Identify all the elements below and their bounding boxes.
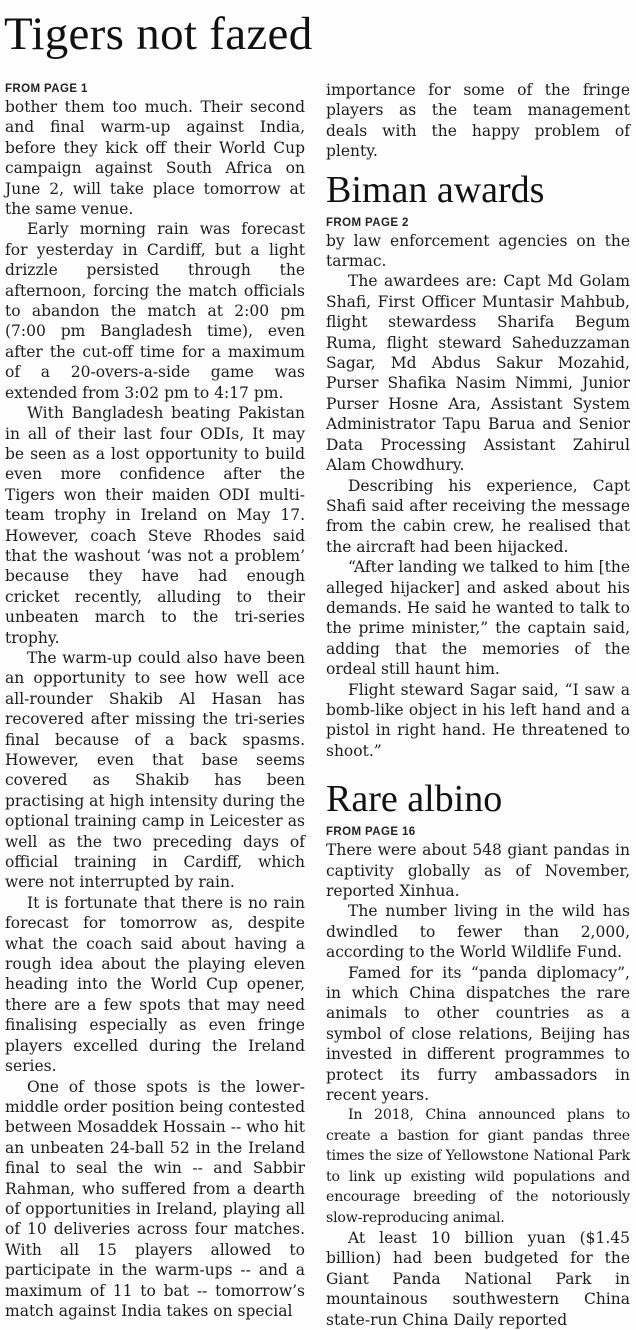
article-paragraph: One of those spots is the lower-middle order position being contested between Mosaddek Hossain -- who hit an unbeaten 24-ball 52 in the Ireland final to seal the win -- and Sabbir Rahman, who suffered from a dearth of opportunities in Ireland, playing all of 10 deliveries across four matches. With all 15 players allowed to participate in the warm-ups -- and a maximum of 11 to bat -- tomorrow’s match against India takes on special	[5, 1077, 305, 1320]
headline-rare-albino: Rare albino	[326, 778, 503, 821]
headline-biman: Biman awards	[326, 168, 545, 211]
jump-line-biman: FROM PAGE 2	[326, 216, 409, 229]
article-paragraph-continued: importance for some of the fringe players as the team management deals with the happy problem of plenty.	[326, 81, 630, 161]
article-paragraph: bother them too much. Their second and final warm-up against India, before they kick off their World Cup campaign against South Africa on June 2, will take place tomorrow at the same venue.	[5, 98, 305, 219]
column-left	[5, 80, 305, 1320]
article-paragraph: With Bangladesh beating Pakistan in all of their last four ODIs, It may be seen as a lost opportunity to build even more confidence after the Tigers won their maiden ODI multi-team trophy in Ireland on May 17. However, coach Steve Rhodes said that the washout ‘was not a problem’ because they have had enough cricket recently, alluding to their unbeaten march to the tri-series trophy.	[5, 404, 305, 647]
condensed-text-block	[326, 1105, 630, 1227]
article-paragraph: It is fortunate that there is no rain forecast for tomorrow as, despite what the coach said about having a rough idea about the playing eleven heading into the World Cup opener, there are a few spots that may need finalising especially as even fringe players excelled during the Ireland series.	[5, 893, 305, 1076]
article-paragraph: Flight steward Sagar said, “I saw a bomb-like object in his left hand and a pistol in right hand. He threatened to shoot.”	[326, 680, 630, 760]
article-paragraph: Early morning rain was forecast for yesterday in Cardiff, but a light drizzle persisted through the afternoon, forcing the match officials to abandon the match at 2:00 pm (7:00 pm Bangladesh time), even after the cut-off time for a maximum of a 20-overs-a-side game was extended from 3:02 pm to 4:17 pm.	[5, 220, 305, 402]
jump-line-tigers: FROM PAGE 1	[5, 83, 88, 95]
article-paragraph: There were about 548 giant pandas in captivity globally as of November, reported Xinhua.	[326, 841, 630, 900]
article-paragraph: Famed for its “panda diplomacy”, in which China dispatches the rare animals to other countries as a symbol of close relations, Beijing has invested in different programmes to protect its furry ambassadors in recent years.	[326, 963, 630, 1105]
headline-tigers: Tigers not fazed	[4, 8, 313, 60]
article-paragraph: Describing his experience, Capt Shafi said after receiving the message from the cabin crew, he realised that the aircraft had been hijacked.	[326, 476, 630, 556]
article-paragraph: The warm-up could also have been an opportunity to see how well ace all-rounder Shakib Al Hasan has recovered after missing the tri-series final because of a back spasms. However, even that base seems covered as Shakib has been practising at high intensity during the optional training camp in Leicester as well as the two preceding days of official training in Cardiff, which were not interrupted by rain.	[5, 648, 305, 892]
article-paragraph: “After landing we talked to him [the alleged hijacker] and asked about his demands. He said he wanted to talk to the prime minister,” the captain said, adding that the memories of the ordeal still haunt him.	[326, 558, 630, 679]
article-paragraph: At least 10 billion yuan ($1.45 billion) had been budgeted for the Giant Panda National Park in mountainous southwestern China state-run China Daily reported	[326, 1228, 630, 1329]
column-right	[326, 80, 630, 1329]
article-paragraph: In 2018, China announced plans to create a bastion for giant pandas three times the size of Yellowstone National Park to link up existing wild populations and encourage breeding of the notoriously slow-reproducing animal.	[326, 1107, 630, 1226]
article-paragraph: by law enforcement agencies on the tarmac.	[326, 231, 630, 271]
article-paragraph: The number living in the wild has dwindled to fewer than 2,000, according to the World Wildlife Fund.	[326, 902, 630, 962]
article-paragraph: The awardees are: Capt Md Golam Shafi, First Officer Muntasir Mahbub, flight stewardess Sharifa Begum Ruma, flight steward Saheduzzaman Sagar, Md Abdus Sakur Mozahid, Purser Shafika Nasim Nimmi, Junior Purser Hosne Ara, Assistant System Administrator Tapu Barua and Senior Data Processing Assistant Zahirul Alam Chowdhury.	[326, 272, 630, 475]
jump-line-albino: FROM PAGE 16	[326, 826, 416, 839]
